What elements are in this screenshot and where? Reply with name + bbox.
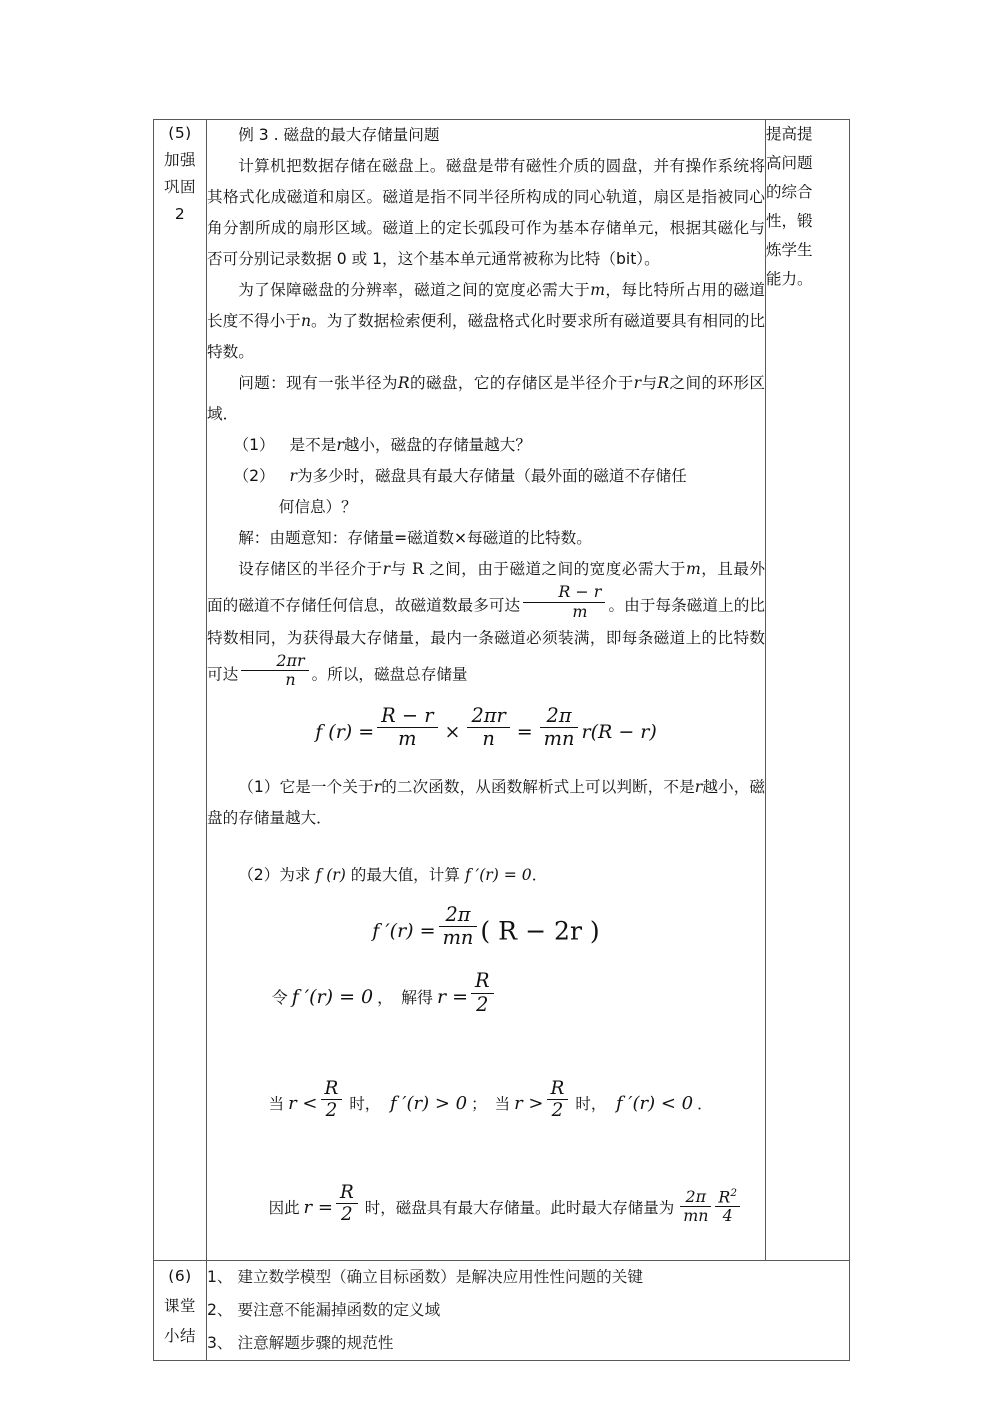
fraction-tracks [523,583,605,621]
fraction-numerator: 2πr [276,651,305,671]
text-fragment: 。为了数据检索便利，磁盘格式化时要求所有磁道要具有相同的比特数。 [207,312,765,361]
example-note-cell [766,120,850,1261]
spacer [207,1234,765,1260]
fraction-R-over-2 [471,970,494,1016]
var-m: m [685,560,701,578]
text-when: 当 [268,1095,285,1114]
var-r: r [382,560,391,578]
equation-tail: r(R − r) [581,720,657,743]
note-line: 的综合 [766,183,813,201]
var-R: R [657,374,670,392]
answer-2 [207,860,765,891]
var-R: R [412,560,424,578]
text-then: 时， [349,1095,381,1114]
text-therefore: 因此 [268,1199,300,1218]
var-r: r [633,374,642,392]
multiply-operator: × [444,720,461,743]
fraction-numerator: R − r [381,703,434,727]
derivative-condition: f ′(r) = 0 [464,865,532,884]
spacer [207,1130,765,1156]
var-r: r [336,436,344,454]
fraction-R-over-2 [336,1182,358,1226]
fraction-R-over-2 [547,1078,569,1122]
var-R: R [718,1187,731,1207]
spacer [207,1038,765,1064]
example-paragraph-2 [207,275,765,368]
text-fragment: 与 [641,374,658,392]
summary-item: 3、 注意解题步骤的规范性 [207,1334,394,1353]
equation-lhs: f ′(r) = [372,919,436,942]
fraction-numerator: 2πr [471,703,506,727]
text-ling: 令 [271,988,288,1008]
text-fragment: 问题：现有一张半径为 [238,374,398,392]
text-fragment: 为了保障磁盘的分辨率，磁道之间的宽度必需大于 [238,281,591,299]
fraction-coefficient [439,904,478,950]
text-fragment: 为求 [279,865,311,884]
text-fragment: 的最大值，计算 [350,865,460,884]
equals-operator: = [516,720,533,743]
fraction-numerator: R [324,1078,339,1100]
note-line: 提高提 [766,125,813,143]
question-2 [207,461,765,492]
equation-main-storage [207,703,765,758]
spacer [207,834,765,860]
summary-item: 2、 要注意不能漏掉函数的定义域 [207,1301,441,1320]
solution-setup [207,554,765,692]
text-fragment: ，且最外面的磁道不存储任何信息，故磁道数最多可达 [207,560,765,615]
equation-conclusion [207,1182,765,1234]
answer-1 [207,772,765,834]
text-jiede: 解得 [401,988,433,1008]
table-row-example [154,120,850,1261]
text-fragment: 的二次函数，从函数解析式上可以判断，不是 [381,777,695,796]
row-label-line: 巩固 [163,178,196,196]
fraction-numerator: R [475,969,490,993]
fraction-numerator [715,1188,740,1206]
fraction-R-over-2 [321,1078,343,1122]
summary-item: 1、 建立数学模型（确立目标函数）是解决应用性性问题的关键 [207,1268,643,1287]
answer-number: （2） [238,865,280,884]
question-1 [207,430,765,461]
text-fragment: 。所以，磁盘总存储量 [311,665,468,684]
inequality-lhs: r < [288,1093,318,1115]
text-fragment: ，每比特所占用的磁道长度不得小于 [207,281,765,330]
fraction-3 [540,705,579,751]
fraction-2 [467,705,509,751]
row-label-line: (6) [168,1267,192,1286]
question-2-cont: 何信息）？ [278,498,357,516]
question-number: （2） [233,467,275,485]
note-line: 炼学生 [766,241,813,259]
conclusion-text: 时，磁盘具有最大存储量。此时最大存储量为 [364,1199,675,1218]
function-f: f (r) [315,865,346,884]
text-fragment: 为多少时，磁盘具有最大存储量（最外面的磁道不存储任 [296,467,687,485]
fraction-denominator: mn [540,727,579,750]
fraction-numerator: 2π [445,902,471,926]
var-r: r [289,467,297,485]
fraction-denominator: 2 [471,993,494,1016]
spacer [207,1156,765,1182]
derivative-positive: f ′(r) > 0 [390,1093,468,1115]
var-m: m [590,281,605,299]
fraction-numerator: 2π [546,703,572,727]
var-r: r [694,777,703,796]
period: ． [697,1095,713,1114]
text-fragment: 越小，磁盘的存储量越大． [207,777,765,827]
equation-derivative [207,902,765,958]
fraction-denominator: n [241,670,308,689]
text-fragment: 之间的环形区域． [207,374,765,423]
row-label-cell-6 [154,1261,207,1361]
text-fragment: 它是一个关于 [279,777,374,796]
row-label-line: 小结 [163,1327,196,1346]
semicolon: ； [471,1095,487,1114]
table-row-summary [154,1261,850,1361]
equation-tail: ( R − 2r ) [480,916,600,946]
question-number: （1） [233,436,275,454]
fraction-numerator: 2π [685,1187,707,1207]
summary-content-cell [207,1261,850,1361]
solution-intro: 解：由题意知：存储量=磁道数×每磁道的比特数。 [238,529,592,547]
fraction-denominator: m [377,727,437,750]
text-when: 当 [494,1095,511,1114]
fraction-denominator: mn [439,926,478,949]
fraction-2pi-over-mn [680,1188,711,1225]
fraction-Rsq-over-4 [715,1188,740,1225]
row-label-cell-5 [154,120,207,1261]
fraction-numerator: R [339,1182,354,1204]
note-line: 性，锻 [766,212,813,230]
text-fragment: 是不是 [289,436,337,454]
var-r: r [373,777,382,796]
text-fragment: ． [531,865,548,884]
fraction-denominator: 2 [547,1099,569,1121]
comma: ， [377,988,394,1008]
text-then: 时， [575,1095,607,1114]
example-problem-statement [207,368,765,430]
fraction-1 [377,705,437,751]
text-fragment: 的磁盘，它的存储区是半径介于 [409,374,634,392]
row-label-line: (5) [168,124,192,142]
var-n: n [300,312,311,330]
row-label-line: 课堂 [163,1297,196,1316]
example-title: 例 3 . 磁盘的最大存储量问题 [238,126,440,144]
fraction-bits [241,652,308,690]
example-content-cell [207,120,766,1261]
fraction-denominator: mn [680,1206,711,1225]
equation-lhs: f (r) = [315,720,375,743]
var-R: R [397,374,410,392]
text-fragment: 越小，磁盘的存储量越大？ [343,436,531,454]
var-assign: r = [303,1197,333,1219]
equation-sign-analysis [207,1078,765,1130]
inequality-lhs: r > [514,1093,544,1115]
var-assign: r = [437,986,469,1009]
fraction-numerator: R [550,1078,565,1100]
fraction-denominator: m [523,602,605,621]
fraction-denominator: 4 [715,1206,740,1225]
example-paragraph-1: 计算机把数据存储在磁盘上。磁盘是带有磁性介质的圆盘，并有操作系统将其格式化成磁道和扇区。磁道是指不同半径所构成的同心轨道，扇区是指被同心角分割所成的扇形区域。磁道上的定长弧段可作为基本存储单元，根据其磁化与否可分别记录数据 0 或 1，这个基本单元通常被称为比特（bit）。 [207,157,765,268]
row-label-line: 加强 [163,151,196,169]
fraction-denominator: n [467,727,509,750]
fraction-denominator: 2 [336,1203,358,1225]
fraction-denominator: 2 [321,1099,343,1121]
equation-solve-critical-point [207,971,765,1024]
text-fragment: 之间，由于磁道之间的宽度必需大于 [429,560,686,578]
row-label-line: 2 [174,205,186,223]
fraction-numerator: R − r [558,582,602,602]
answer-number: （1） [238,777,280,796]
note-line: 能力。 [766,270,813,288]
text-fragment: 。由于每条磁道上的比特数相同，为获得最大存储量，最内一条磁道必须装满，即每条磁道上的比特数可达 [207,596,765,684]
exponent: 2 [730,1186,737,1199]
text-fragment: 与 [390,560,407,578]
condition: f ′(r) = 0 [291,986,374,1009]
derivative-negative: f ′(r) < 0 [616,1093,694,1115]
note-line: 高问题 [766,154,813,172]
lesson-plan-table [153,119,850,1361]
text-fragment: 设存储区的半径介于 [238,560,383,578]
